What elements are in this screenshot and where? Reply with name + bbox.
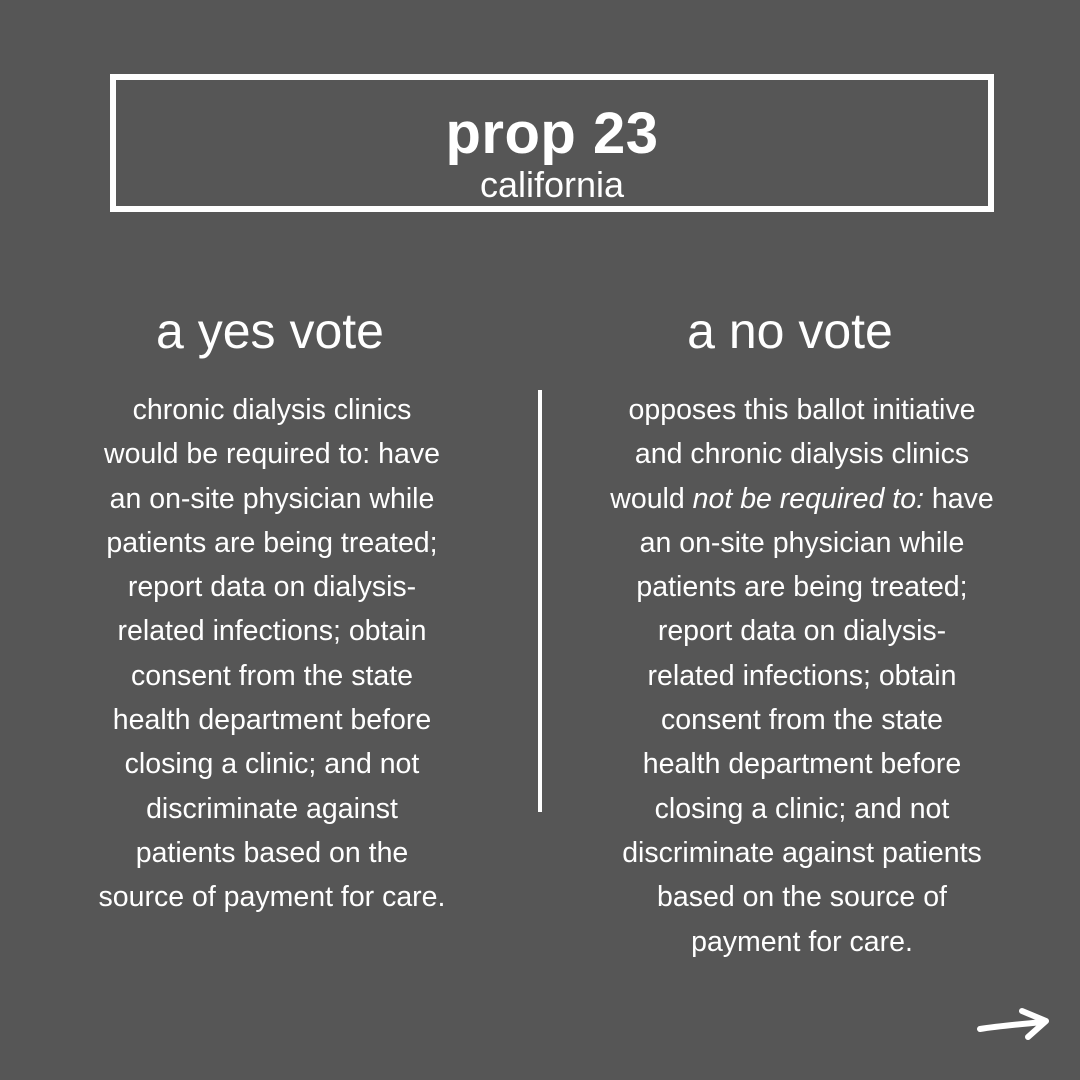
no-text-line: opposes this ballot initiative (628, 394, 976, 426)
no-text-line: report data on dialysis- (657, 615, 947, 648)
no-text-prefix: would (610, 482, 693, 515)
no-text-line: payment for care. (691, 925, 913, 958)
yes-vote-heading: a yes vote (156, 303, 384, 359)
no-text-line: discriminate against patients (622, 836, 982, 869)
page-title: prop 23 (445, 101, 659, 166)
yes-text-line: report data on dialysis- (127, 571, 417, 604)
yes-text-line: chronic dialysis clinics (132, 394, 412, 426)
no-text-line: health department before (642, 748, 962, 781)
no-text-line: consent from the state (661, 704, 943, 737)
no-text-line: and chronic dialysis clinics (634, 438, 970, 471)
no-text-line: patients are being treated; (636, 571, 968, 604)
no-vote-heading: a no vote (687, 303, 893, 359)
yes-text-line: source of payment for care. (98, 881, 446, 914)
yes-text-line: patients are being treated; (106, 526, 438, 559)
no-text-line: closing a clinic; and not (654, 792, 950, 825)
yes-text-line: discriminate against (146, 792, 398, 825)
no-text-line: related infections; obtain (647, 659, 957, 692)
no-vote-description (582, 388, 1022, 964)
yes-text-line: patients based on the (135, 836, 409, 869)
yes-text-line: consent from the state (131, 659, 413, 692)
column-divider (538, 390, 542, 812)
yes-text-line: health department before (112, 704, 432, 737)
title-box (110, 74, 994, 212)
page-subtitle: california (479, 164, 625, 205)
no-text-line-emphasis (582, 477, 1022, 521)
yes-vote-description (72, 388, 472, 920)
yes-text-line: an on-site physician while (109, 482, 435, 515)
not-required-emphasis: not be required to: (692, 482, 924, 515)
no-text-suffix: have (923, 482, 994, 515)
yes-text-line: related infections; obtain (117, 615, 427, 648)
yes-text-line: closing a clinic; and not (124, 748, 420, 781)
yes-text-line: would be required to: have (104, 438, 440, 471)
arrow-right-icon[interactable] (976, 1002, 1054, 1046)
no-text-line: based on the source of (657, 881, 947, 914)
no-text-line: an on-site physician while (639, 526, 965, 559)
